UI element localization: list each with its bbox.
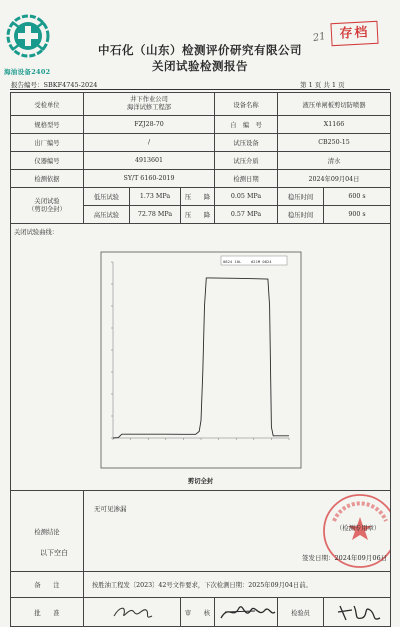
company-title: 中石化（山东）检测评价研究有限公司 (98, 43, 302, 57)
client-value (84, 93, 215, 116)
self-no-value: X1166 (278, 116, 391, 134)
device-name-label: 设备名称 (215, 93, 278, 116)
approve-signature-cell (84, 598, 181, 627)
approve-label: 批 准 (11, 598, 84, 627)
remark-label: 备 注 (11, 572, 84, 598)
page-info: 第 1 页 共 1 页 (300, 81, 345, 89)
low-pressure-label: 低压试验 (84, 188, 130, 206)
model-value: FZJ28-70 (84, 116, 215, 134)
factory-no-value: / (84, 134, 215, 152)
test-equipment-value: CB250-15 (278, 134, 391, 152)
row-remark (11, 572, 391, 598)
row-factory (11, 134, 391, 152)
conclusion-text: 无可见渗漏 (94, 505, 127, 513)
factory-no-label: 出厂编号 (11, 134, 84, 152)
report-number: 报告编号：SBKF4745-2024 (11, 81, 98, 89)
handwritten-number: 21 (312, 30, 327, 45)
row-model (11, 116, 391, 134)
chart-cell (11, 224, 391, 491)
date-value: 2024年09月04日 (278, 170, 391, 188)
closing-test-label (11, 188, 84, 224)
client-label: 受检单位 (11, 93, 84, 116)
high-pressure-value: 72.78 MPa (130, 206, 181, 224)
high-drop-label: 压 降 (181, 206, 215, 224)
pressure-curve-chart (11, 224, 389, 490)
row-basis (11, 170, 391, 188)
inspector-signature-icon (324, 598, 391, 626)
low-drop-label: 压 降 (181, 188, 215, 206)
model-label: 规格型号 (11, 116, 84, 134)
self-no-label: 自 编 号 (215, 116, 278, 134)
archive-stamp: 存档 (330, 21, 378, 46)
report-title: 关闭试验检测报告 (152, 59, 248, 73)
test-medium-label: 试压介质 (215, 152, 278, 170)
approver-signature-icon (84, 598, 181, 626)
low-drop-value: 0.05 MPa (215, 188, 278, 206)
report-table (10, 92, 391, 627)
low-hold-value: 600 s (324, 188, 391, 206)
remark-text: 按胜油工程发〔2023〕42号文件要求，下次检测日期：2025年09月04日前。 (84, 572, 391, 598)
high-drop-value: 0.57 MPa (215, 206, 278, 224)
test-equipment-label: 试压设备 (215, 134, 278, 152)
row-instrument (11, 152, 391, 170)
device-name-value: 液压单闸板剪切防喷器 (278, 93, 391, 116)
chart-legend-entry-1: 0824 10L (223, 259, 242, 264)
test-medium-value: 清水 (278, 152, 391, 170)
basis-value: SY/T 6160-2019 (84, 170, 215, 188)
row-low-pressure (11, 188, 391, 206)
instrument-no-label: 仪器编号 (11, 152, 84, 170)
review-label: 审 核 (181, 598, 215, 627)
client-value-line-2: 海洋试修工程部 (126, 104, 172, 111)
basis-label: 检测依据 (11, 170, 84, 188)
reviewer-signature-icon (215, 598, 278, 626)
issue-date: 签发日期：2024年09月06日 (302, 554, 388, 562)
high-pressure-label: 高压试验 (84, 206, 130, 224)
row-client (11, 93, 391, 116)
closing-test-label-1: 关闭试验 (34, 197, 60, 205)
high-hold-value: 900 s (324, 206, 391, 224)
review-signature-cell (215, 598, 278, 627)
blank-below-note: 以下空白 (40, 549, 68, 557)
instrument-no-value: 4913601 (84, 152, 215, 170)
client-value-line-1: 井下作业公司 (130, 96, 168, 103)
header-rule (10, 89, 390, 90)
pressure-series-line (113, 278, 289, 438)
inspector-label: 检验员 (278, 598, 324, 627)
seal-label: （检测专用章） (336, 525, 381, 532)
logo-caption: 海油设备2402 (4, 68, 51, 76)
date-label: 检测日期 (215, 170, 278, 188)
low-hold-label: 稳压时间 (278, 188, 324, 206)
low-pressure-value: 1.73 MPa (130, 188, 181, 206)
chart-legend-entry-2: #21M 0824 (251, 259, 272, 264)
row-conclusion (11, 491, 391, 572)
high-hold-label: 稳压时间 (278, 206, 324, 224)
chart-section-label: 关闭试验曲线： (14, 229, 59, 236)
chart-plot-frame (101, 252, 301, 468)
row-signatures (11, 598, 391, 627)
inspector-signature-cell (324, 598, 391, 627)
chart-caption: 剪切全封 (187, 478, 214, 485)
closing-test-label-2: （剪切全封） (28, 205, 66, 213)
conclusion-cell (84, 491, 391, 572)
conclusion-label: 检测结论 (11, 491, 84, 572)
row-chart (11, 224, 391, 491)
